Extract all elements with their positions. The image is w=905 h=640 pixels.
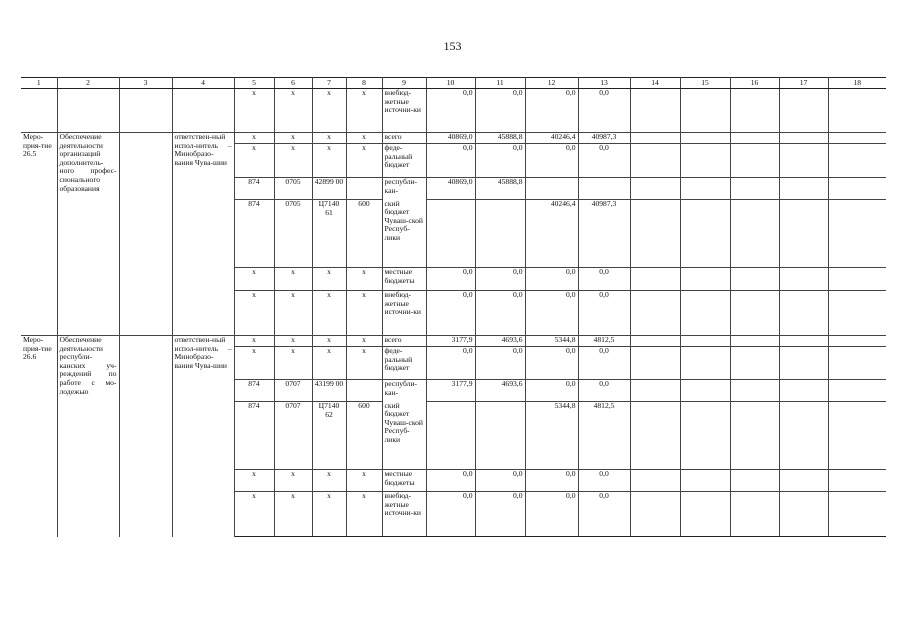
cell-c6: х bbox=[274, 144, 312, 178]
event-label: Меро-прия-тие 26.5 bbox=[21, 133, 57, 336]
column-header: 18 bbox=[828, 78, 886, 89]
cell-c7: х bbox=[312, 133, 346, 144]
cell-c8: х bbox=[346, 492, 382, 537]
cell-c7: х bbox=[312, 268, 346, 291]
column-header: 15 bbox=[680, 78, 730, 89]
cell-c9: внебюд-жетные источни-ки bbox=[382, 291, 426, 336]
cell-c13: 4812,5 bbox=[578, 402, 630, 470]
cell-c13: 0,0 bbox=[578, 380, 630, 402]
cell-c8: х bbox=[346, 133, 382, 144]
cell-c9: внебюд-жетные источни-ки bbox=[382, 89, 426, 133]
column-header: 8 bbox=[346, 78, 382, 89]
column-header: 7 bbox=[312, 78, 346, 89]
event-responsible: ответствен-ный испол-нитель – Минобразо-вания Чува-шии bbox=[172, 336, 234, 537]
cell-c8: х bbox=[346, 144, 382, 178]
column-header: 14 bbox=[630, 78, 680, 89]
cell-c12: 0,0 bbox=[525, 492, 578, 537]
cell-c9: внебюд-жетные источни-ки bbox=[382, 492, 426, 537]
event-label: Меро-прия-тие 26.6 bbox=[21, 336, 57, 537]
table-row bbox=[21, 336, 886, 347]
cell-c11: 0,0 bbox=[475, 470, 525, 492]
cell-c12: 0,0 bbox=[525, 347, 578, 380]
cell-c6: х bbox=[274, 347, 312, 380]
cell-c12: 40246,4 bbox=[525, 200, 578, 268]
event-name: Обеспечение деятельности организаций дополнитель-ного профес-сионального образования bbox=[57, 133, 119, 336]
cell-c6: х bbox=[274, 291, 312, 336]
cell-c10: 3177,9 bbox=[426, 336, 475, 347]
cell-c9: местные бюджеты bbox=[382, 268, 426, 291]
cell-c8: х bbox=[346, 336, 382, 347]
column-header: 9 bbox=[382, 78, 426, 89]
cell-c7: х bbox=[312, 144, 346, 178]
cell-c6: х bbox=[274, 133, 312, 144]
cell-c5: 874 bbox=[234, 402, 274, 470]
cell-c13: 4812,5 bbox=[578, 336, 630, 347]
cell-c11 bbox=[475, 200, 525, 268]
cell-c5: х bbox=[234, 133, 274, 144]
cell-c11: 0,0 bbox=[475, 268, 525, 291]
cell-c13: 40987,3 bbox=[578, 200, 630, 268]
cell-c10 bbox=[426, 200, 475, 268]
cell-c13: 40987,3 bbox=[578, 133, 630, 144]
cell-c11: 0,0 bbox=[475, 89, 525, 133]
column-header: 11 bbox=[475, 78, 525, 89]
column-header: 6 bbox=[274, 78, 312, 89]
cell-c12: 0,0 bbox=[525, 380, 578, 402]
cell-c6: х bbox=[274, 492, 312, 537]
table-row bbox=[21, 133, 886, 144]
cell-c7: 43199 00 bbox=[312, 380, 346, 402]
cell-c5: х bbox=[234, 268, 274, 291]
cell-c6: 0707 bbox=[274, 380, 312, 402]
column-header: 12 bbox=[525, 78, 578, 89]
cell-c10: 0,0 bbox=[426, 89, 475, 133]
cell-c8: 600 bbox=[346, 200, 382, 268]
cell-c10: 40869,0 bbox=[426, 133, 475, 144]
cell-c8: х bbox=[346, 89, 382, 133]
cell-c12: 0,0 bbox=[525, 89, 578, 133]
cell-c8: х bbox=[346, 470, 382, 492]
cell-c9: ский бюджет Чуваш-ской Респуб-лики bbox=[382, 200, 426, 268]
cell-c13: 0,0 bbox=[578, 470, 630, 492]
page-number: 153 bbox=[443, 39, 462, 53]
cell-c7: х bbox=[312, 336, 346, 347]
cell-c7: х bbox=[312, 492, 346, 537]
cell-c12: 5344,8 bbox=[525, 336, 578, 347]
cell-c8: х bbox=[346, 291, 382, 336]
cell-c9: феде-ральный бюджет bbox=[382, 144, 426, 178]
cell-c5: х bbox=[234, 144, 274, 178]
cell-c7: х bbox=[312, 470, 346, 492]
column-header: 4 bbox=[172, 78, 234, 89]
cell-c12: 0,0 bbox=[525, 470, 578, 492]
cell-c6: 0705 bbox=[274, 200, 312, 268]
cell-c10: 0,0 bbox=[426, 492, 475, 537]
cell-c9: местные бюджеты bbox=[382, 470, 426, 492]
cell-c9: республи-кан- bbox=[382, 178, 426, 200]
cell-c8: х bbox=[346, 268, 382, 291]
cell-c13: 0,0 bbox=[578, 144, 630, 178]
cell-c11: 0,0 bbox=[475, 492, 525, 537]
cell-c7: х bbox=[312, 347, 346, 380]
cell-c9: ский бюджет Чуваш-ской Респуб-лики bbox=[382, 402, 426, 470]
cell-c8 bbox=[346, 380, 382, 402]
cell-c12: 0,0 bbox=[525, 144, 578, 178]
column-header: 1 bbox=[21, 78, 57, 89]
cell-c7: Ц7140 62 bbox=[312, 402, 346, 470]
cell-c12: 0,0 bbox=[525, 268, 578, 291]
cell-c10: 0,0 bbox=[426, 347, 475, 380]
cell-c5: 874 bbox=[234, 380, 274, 402]
event-name: Обеспечение деятельности республи-канских уч-реждений по работе с мо-лодежью bbox=[57, 336, 119, 537]
cell-c5: х bbox=[234, 291, 274, 336]
cell-c5: 874 bbox=[234, 178, 274, 200]
cell-c9: всего bbox=[382, 133, 426, 144]
cell-c11: 45888,8 bbox=[475, 133, 525, 144]
cell-c5: х bbox=[234, 492, 274, 537]
cell-c13: 0,0 bbox=[578, 268, 630, 291]
column-header: 3 bbox=[119, 78, 172, 89]
cell-c11: 4693,6 bbox=[475, 380, 525, 402]
cell-c5: х bbox=[234, 336, 274, 347]
budget-table bbox=[21, 77, 886, 537]
cell-c10: 0,0 bbox=[426, 470, 475, 492]
column-header: 2 bbox=[57, 78, 119, 89]
cell-c11 bbox=[475, 402, 525, 470]
cell-c7: х bbox=[312, 89, 346, 133]
cell-c6: 0705 bbox=[274, 178, 312, 200]
cell-c13: 0,0 bbox=[578, 347, 630, 380]
cell-c10: 0,0 bbox=[426, 144, 475, 178]
cell-c10: 40869,0 bbox=[426, 178, 475, 200]
column-header: 5 bbox=[234, 78, 274, 89]
cell-c5: 874 bbox=[234, 200, 274, 268]
cell-c13: 0,0 bbox=[578, 89, 630, 133]
cell-c8: 600 bbox=[346, 402, 382, 470]
cell-c6: х bbox=[274, 470, 312, 492]
cell-c12: 5344,8 bbox=[525, 402, 578, 470]
cell-c6: х bbox=[274, 336, 312, 347]
cell-c11: 0,0 bbox=[475, 144, 525, 178]
cell-c5: х bbox=[234, 89, 274, 133]
column-header: 16 bbox=[730, 78, 779, 89]
cell-c6: х bbox=[274, 268, 312, 291]
event-col3 bbox=[119, 336, 172, 537]
cell-c12 bbox=[525, 178, 578, 200]
cell-c13: 0,0 bbox=[578, 291, 630, 336]
cell-c9: республи-кан- bbox=[382, 380, 426, 402]
cell-c7: 42899 00 bbox=[312, 178, 346, 200]
cell-c7: Ц7140 61 bbox=[312, 200, 346, 268]
event-responsible: ответствен-ный испол-нитель – Минобразо-вания Чува-шии bbox=[172, 133, 234, 336]
cell-c8 bbox=[346, 178, 382, 200]
cell-c10: 0,0 bbox=[426, 291, 475, 336]
cell-c10: 3177,9 bbox=[426, 380, 475, 402]
cell-c6: х bbox=[274, 89, 312, 133]
cell-c12: 40246,4 bbox=[525, 133, 578, 144]
table-row bbox=[21, 89, 886, 133]
cell-c11: 0,0 bbox=[475, 291, 525, 336]
cell-c9: всего bbox=[382, 336, 426, 347]
cell-c11: 0,0 bbox=[475, 347, 525, 380]
column-header: 17 bbox=[779, 78, 828, 89]
cell-c7: х bbox=[312, 291, 346, 336]
event-col3 bbox=[119, 133, 172, 336]
cell-c5: х bbox=[234, 470, 274, 492]
cell-c11: 45888,8 bbox=[475, 178, 525, 200]
cell-c13: 0,0 bbox=[578, 492, 630, 537]
column-header: 13 bbox=[578, 78, 630, 89]
column-number-row bbox=[21, 78, 886, 89]
cell-c10: 0,0 bbox=[426, 268, 475, 291]
cell-c8: х bbox=[346, 347, 382, 380]
cell-c11: 4693,6 bbox=[475, 336, 525, 347]
cell-c9: феде-ральный бюджет bbox=[382, 347, 426, 380]
cell-c12: 0,0 bbox=[525, 291, 578, 336]
column-header: 10 bbox=[426, 78, 475, 89]
cell-c10 bbox=[426, 402, 475, 470]
cell-c5: х bbox=[234, 347, 274, 380]
cell-c6: 0707 bbox=[274, 402, 312, 470]
cell-c13 bbox=[578, 178, 630, 200]
